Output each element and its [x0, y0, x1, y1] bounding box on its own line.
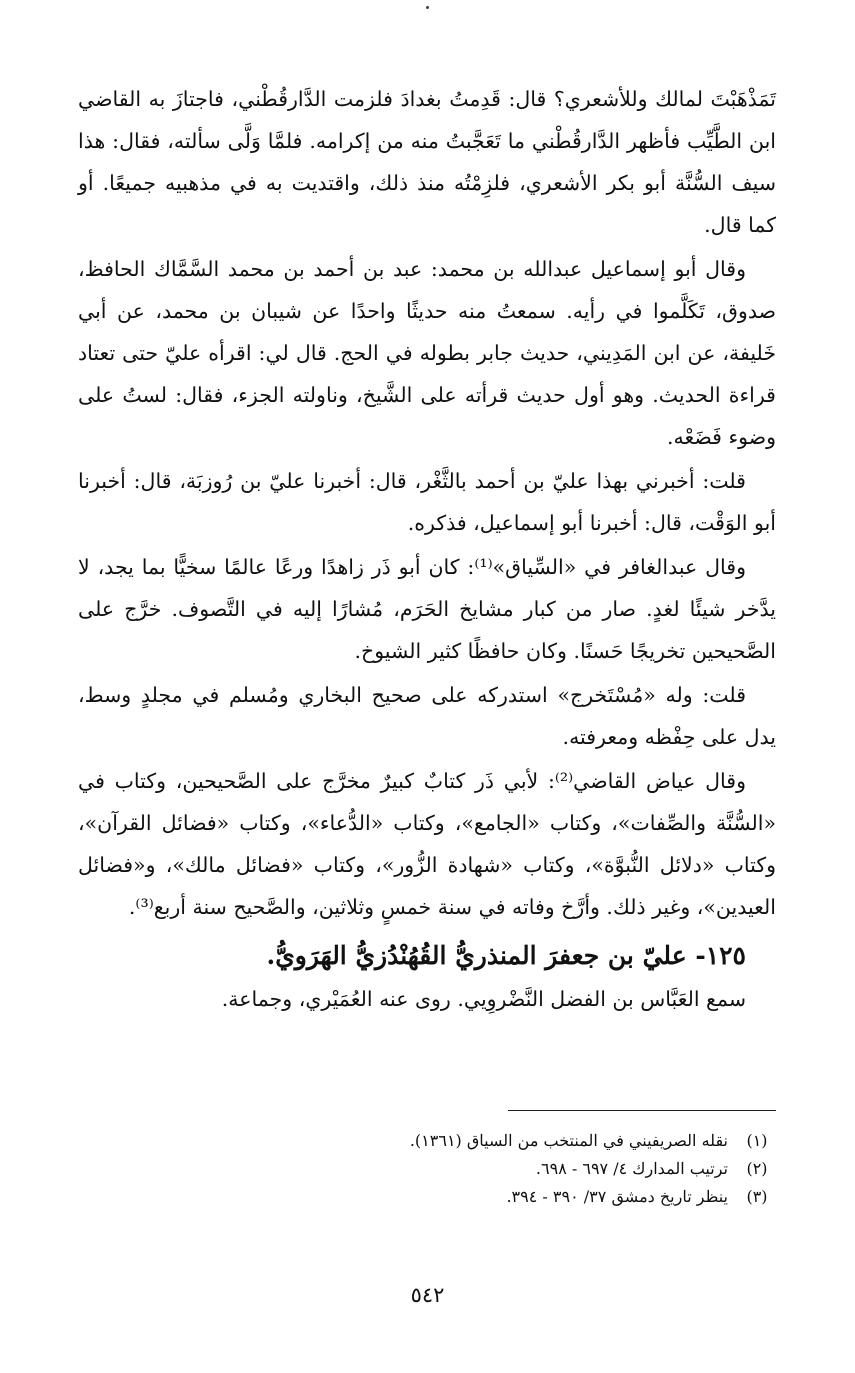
paragraph-5: قلت: وله «مُسْتَخرج» استدركه على صحيح البخاري ومُسلم في مجلدٍ وسط، يدل على حِفْظه ومعرفته. [78, 683, 776, 749]
footnote-number: (٢) [746, 1159, 768, 1178]
footnote-text: ترتيب المدارك ٤/ ٦٩٧ - ٦٩٨. [535, 1159, 728, 1178]
page-top-mark [426, 6, 429, 9]
footnote-3 [78, 1183, 776, 1211]
entry-heading: ١٢٥- عليّ بن جعفرَ المنذريُّ القُهُنْدُزيُّ الهَرَويُّ. [266, 941, 746, 970]
page-body [78, 78, 776, 1022]
footnote-text: نقله الصريفيني في المنتخب من السياق (١٣٦١). [409, 1131, 728, 1150]
footnote-text: ينظر تاريخ دمشق ٣٧/ ٣٩٠ - ٣٩٤. [506, 1187, 728, 1206]
footnote-separator [508, 1110, 776, 1111]
paragraph-6: وقال عياض القاضي⁽²⁾: لأبي ذَر كتابٌ كبيرٌ مخرَّج على الصَّحيحين، وكتاب في «السُّنَّة والصِّفات»، وكتاب «الجامع»، وكتاب «الدُّعاء»، وكتاب «فضائل القرآن»، وكتاب «دلائل النُّبوَّة»، وكتاب «شهادة الزُّور»، وكتاب «فضائل مالك»، و«فضائل العيدين»، وغير ذلك. وأرَّخ وفاته في سنة خمسٍ وثلاثين، والصَّحيح سنة أربع⁽³⁾. [78, 769, 776, 919]
paragraph-1: تَمَذْهَبْتَ لمالك وللأشعري؟ قال: قَدِمتُ بغدادَ فلزمت الدَّارقُطْني، فاجتازَ به القاضي ابن الطَّيِّب فأظهر الدَّارقُطْني ما تَعَجَّبتُ منه من إكرامه. فلمَّا وَلَّى سألته، فقال: هذا سيف السُّنَّة أبو بكر الأشعري، فلزِمْتُه منذ ذلك، واقتديت به في مذهبيه جميعًا. أو كما قال. [78, 87, 776, 237]
paragraph-4: وقال عبدالغافر في «السِّياق»⁽¹⁾: كان أبو ذَر زاهدًا ورعًا عالمًا سخيًّا بما يجد، لا يدَّخر شيئًا لغدٍ. صار من كبار مشايخ الحَرَم، مُشارًا إليه في التَّصوف. خرَّج على الصَّحيحين تخريجًا حَسنًا. وكان حافظًا كثير الشيوخ. [78, 555, 776, 663]
footnote-1 [78, 1127, 776, 1155]
paragraph-2: وقال أبو إسماعيل عبدالله بن محمد: عبد بن أحمد بن محمد السَّمَّاك الحافظ، صدوق، تَكَلَّموا في رأيه. سمعتُ منه حديثًا واحدًا عن شيبان بن محمد، عن أبي خَليفة، عن ابن المَدِيني، حديث جابر بطوله في الحج. قال لي: اقرأه عليّ حتى تعتاد قراءة الحديث. وهو أول حديث قرأته على الشَّيخ، وناولته الجزء، فقال: لستُ على وضوء فَضَعْه. [78, 257, 776, 449]
footnote-number: (٣) [746, 1187, 768, 1206]
page-number: ٥٤٢ [410, 1283, 445, 1307]
entry-text: سمع العَبَّاس بن الفضل النَّضْروِيي. روى عنه العُمَيْري، وجماعة. [221, 987, 746, 1011]
footnote-2 [78, 1155, 776, 1183]
paragraph-3: قلت: أخبرني بهذا عليّ بن أحمد بالثَّغْر، قال: أخبرنا عليّ بن رُوزبَة، قال: أخبرنا أبو الوَقْت، قال: أخبرنا أبو إسماعيل، فذكره. [78, 469, 776, 535]
footnotes [78, 1127, 776, 1211]
footnote-number: (١) [746, 1131, 768, 1150]
